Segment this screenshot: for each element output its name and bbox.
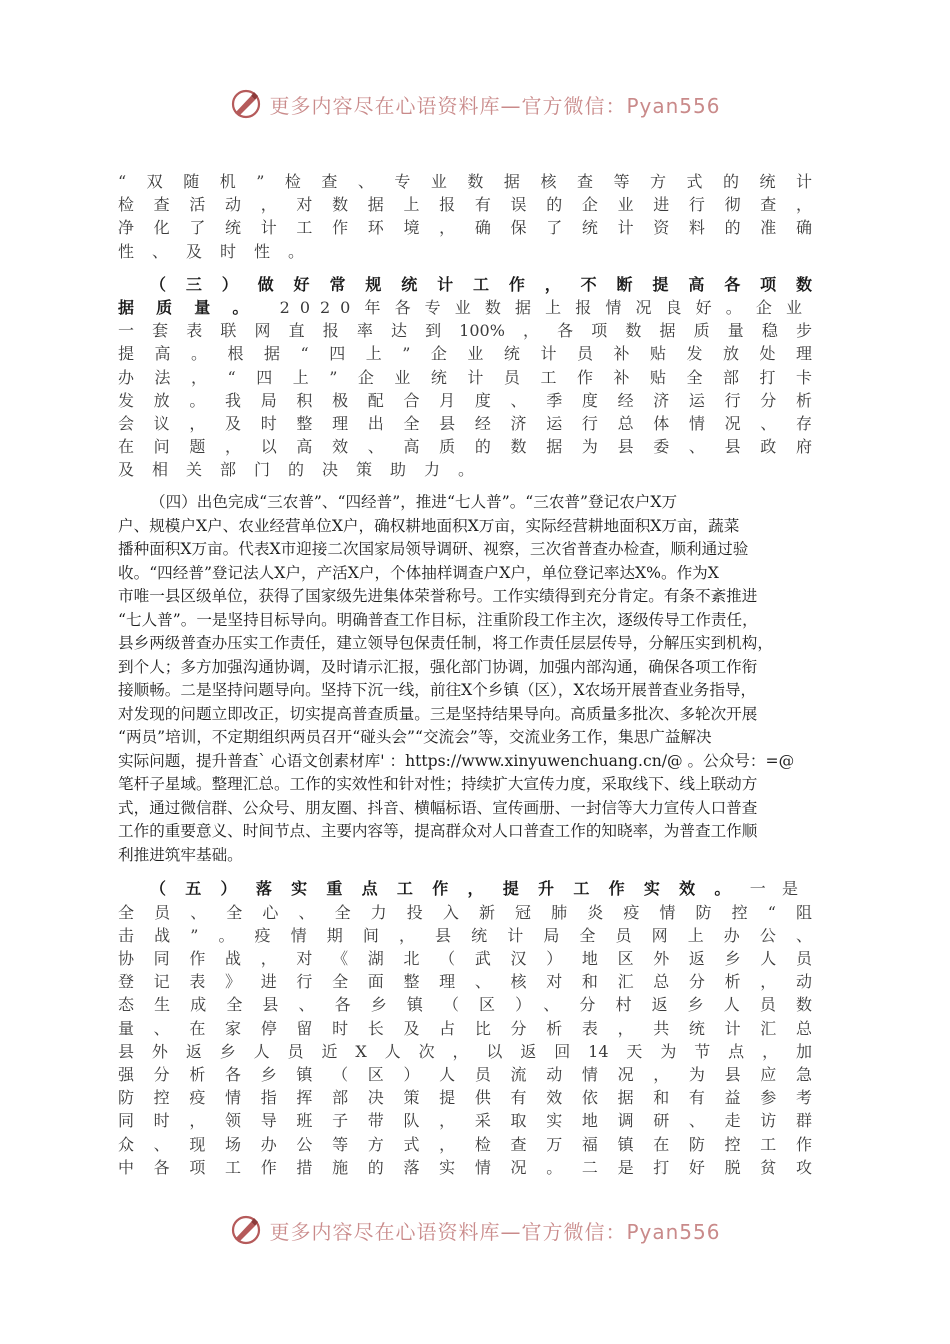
text-line: [118, 877, 812, 900]
section-4-line: 接顺畅。二是坚持问题导向。坚持下沉一线，前往X个乡镇（区），X农场开展普查业务指导，: [118, 681, 757, 700]
section-3-heading-cont: 据质量。: [118, 297, 271, 317]
section-4-line: 播种面积X万亩。代表X市迎接二次国家局领导调研、视察，三次省普查办检查，顺利通过验: [118, 540, 749, 559]
text-line: 会议，及时整理出全县经济运行总体情况、存: [118, 413, 812, 433]
text-line: 强分析各乡镇（区）人员流动情况，为县应急: [118, 1064, 812, 1084]
pen-seal-icon: [229, 1213, 263, 1247]
text-line: [118, 296, 812, 319]
section-4-line: 利推进筑牢基础。: [118, 845, 243, 864]
text-line: 登记表》进行全面整理、核对和汇总分析，动: [118, 972, 812, 992]
section-3: [118, 273, 812, 482]
text-line: 量、在家停留时长及占比分析表，共统计汇总: [118, 1018, 812, 1038]
text-line: 县外返乡人员近X人次，以返回14天为节点，加: [118, 1041, 812, 1061]
section-4: [118, 491, 812, 867]
text-line: 击战”。疫情期间，县统计局全员网上办公、: [118, 925, 812, 945]
text-line: 协同作战，对《湖北（武汉）地区外返乡人员: [118, 949, 812, 968]
section-4-line: “七人普”。一是坚持目标导向。明确普查工作目标，注重阶段工作主次，逐级传导工作责任，: [118, 610, 758, 629]
banner-text: 更多内容尽在心语资料库—官方微信：Pyan556: [269, 93, 721, 118]
section-5-heading: （五）落实重点工作，提升工作实效。: [150, 879, 750, 899]
section-4-line: 对发现的问题立即改正，切实提高普查质量。三是坚持结果导向。高质量多批次、多轮次开展: [118, 704, 758, 723]
text-fragment: 一是: [749, 879, 812, 899]
section-4-line: 笔杆子星域。整理汇总。工作的实效性和针对性；持续扩大宣传力度，采取线下、线上联动方: [118, 775, 758, 794]
section-4-line: （四）出色完成“三农普”、“四经普”，推进“七人普”。“三农普”登记农户X万: [150, 493, 678, 512]
text-line: 性、及时性。: [118, 241, 323, 261]
document-body: [118, 170, 812, 1179]
section-4-line: 县乡两级普查办压实工作责任，建立领导包保责任制，将工作责任层层传导，分解压实到机构，: [118, 634, 773, 653]
text-line: 一套表联网直报率达到100%，各项数据质量稳步: [118, 321, 812, 341]
text-line: 净化了统计工作环境，确保了统计资料的准确: [118, 218, 812, 238]
text-line: 办法，“四上”企业统计员工作补贴全部打卡: [118, 367, 812, 387]
text-line: 态生成全县、各乡镇（区）、分村返乡人员数: [118, 995, 812, 1015]
section-4-line: 实际问题，提升普查` 心语文创素材库' ：https://www.xinyuwenchuang.cn/@ 。公众号：=@: [118, 751, 795, 770]
text-line: 防控疫情指挥部决策提供有效依据和有益参考: [118, 1088, 812, 1108]
text-line: 众、现场办公等方式，检查万福镇在防控工作: [118, 1134, 812, 1154]
section-4-line: 收。“四经普”登记法人X户，产活X户，个体抽样调查户X户，单位登记率达X%。作为X: [118, 563, 719, 582]
section-5: [118, 877, 812, 1178]
text-line: 提高。根据“四上”企业统计员补贴发放处理: [118, 344, 812, 364]
text-line: 检查活动，对数据上报有误的企业进行彻查，: [118, 195, 812, 215]
section-tail: [118, 170, 812, 263]
section-4-line: “两员”培训，不定期组织两员召开“碰头会”“交流会”等，交流业务工作，集思广益解决: [118, 728, 712, 747]
banner-text: 更多内容尽在心语资料库—官方微信：Pyan556: [269, 1219, 721, 1244]
text-fragment: 2020年各专业数据上报情况良好。企业: [279, 297, 812, 317]
text-line: 同时，领导班子带队，采取实地调研、走访群: [118, 1111, 812, 1131]
footer-banner: [0, 1210, 950, 1250]
section-4-line: 到个人；多方加强沟通协调，及时请示汇报，强化部门协调，加强内部沟通，确保各项工作衔: [118, 657, 758, 676]
text-line: “双随机”检查、专业数据核查等方式的统计: [118, 172, 812, 191]
text-line: 全员、全心、全力投入新冠肺炎疫情防控“阻: [118, 902, 812, 922]
section-4-line: 式，通过微信群、公众号、朋友圈、抖音、横幅标语、宣传画册、一封信等大力宣传人口普查: [118, 798, 758, 817]
section-4-line: 市唯一县区级单位，获得了国家级先进集体荣誉称号。工作实绩得到充分肯定。有条不紊推进: [118, 587, 758, 606]
pen-seal-icon: [229, 87, 263, 121]
text-line: 中各项工作措施的落实情况。二是打好脱贫攻: [118, 1157, 812, 1177]
section-3-heading: （三）做好常规统计工作，不断提高各项数: [150, 274, 812, 294]
text-line: 发放。我局积极配合月度、季度经济运行分析: [118, 390, 812, 410]
section-4-line: 户、规模户X户、农业经营单位X户，确权耕地面积X万亩，实际经营耕地面积X万亩，蔬菜: [118, 516, 740, 535]
section-4-line: 工作的重要意义、时间节点、主要内容等，提高群众对人口普查工作的知晓率，为普查工作顺: [118, 822, 758, 841]
text-line: 在问题，以高效、高质的数据为县委、县政府: [118, 437, 812, 457]
header-banner: [0, 84, 950, 124]
text-line: 及相关部门的决策助力。: [118, 460, 493, 480]
